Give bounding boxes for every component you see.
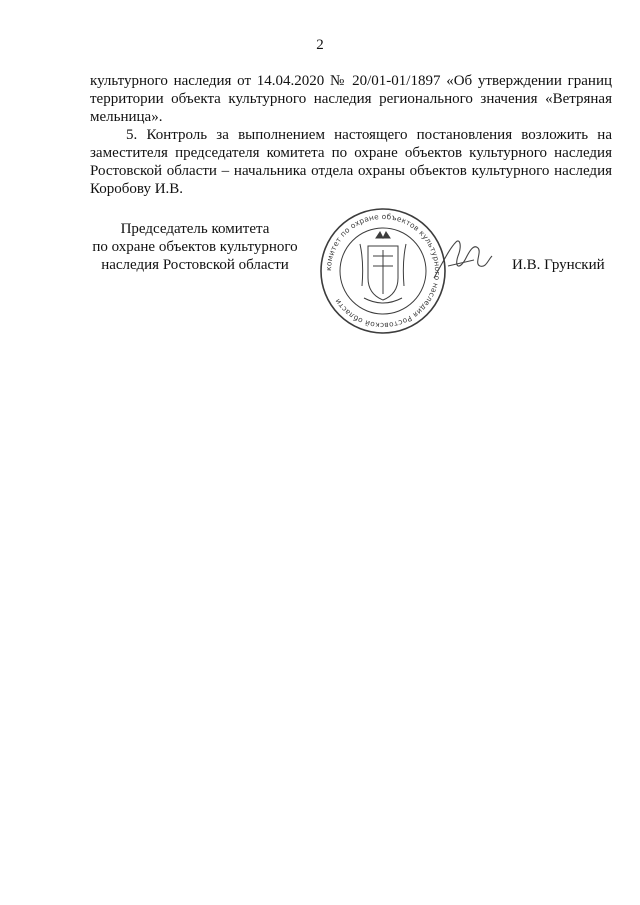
signer-title-line-3: наследия Ростовской области — [101, 257, 289, 273]
page-number: 2 — [316, 37, 324, 53]
signer-title — [70, 220, 320, 274]
official-seal — [318, 206, 448, 336]
signer-title-line-1: Председатель комитета — [120, 221, 270, 237]
handwritten-signature — [430, 230, 494, 290]
paragraph-item-5: 5. Контроль за выполнением настоящего постановления возложить на заместителя председателя комитета по охране объектов культурного наследия Ростовской области – начальника отдела охраны объектов культурного наследия Коробову И.В. — [90, 127, 612, 197]
paragraph-continuation: культурного наследия от 14.04.2020 № 20/01-01/1897 «Об утверждении границ территории объекта культурного наследия регионального значения «Ветряная мельница». — [90, 73, 612, 125]
signer-name: И.В. Грунский — [512, 257, 605, 273]
seal-ring-text: комитет по охране объектов культурного наследия Ростовской области — [323, 211, 443, 331]
signer-title-line-2: по охране объектов культурного — [92, 239, 298, 255]
coat-of-arms-icon — [360, 232, 406, 303]
document-body — [90, 72, 612, 198]
